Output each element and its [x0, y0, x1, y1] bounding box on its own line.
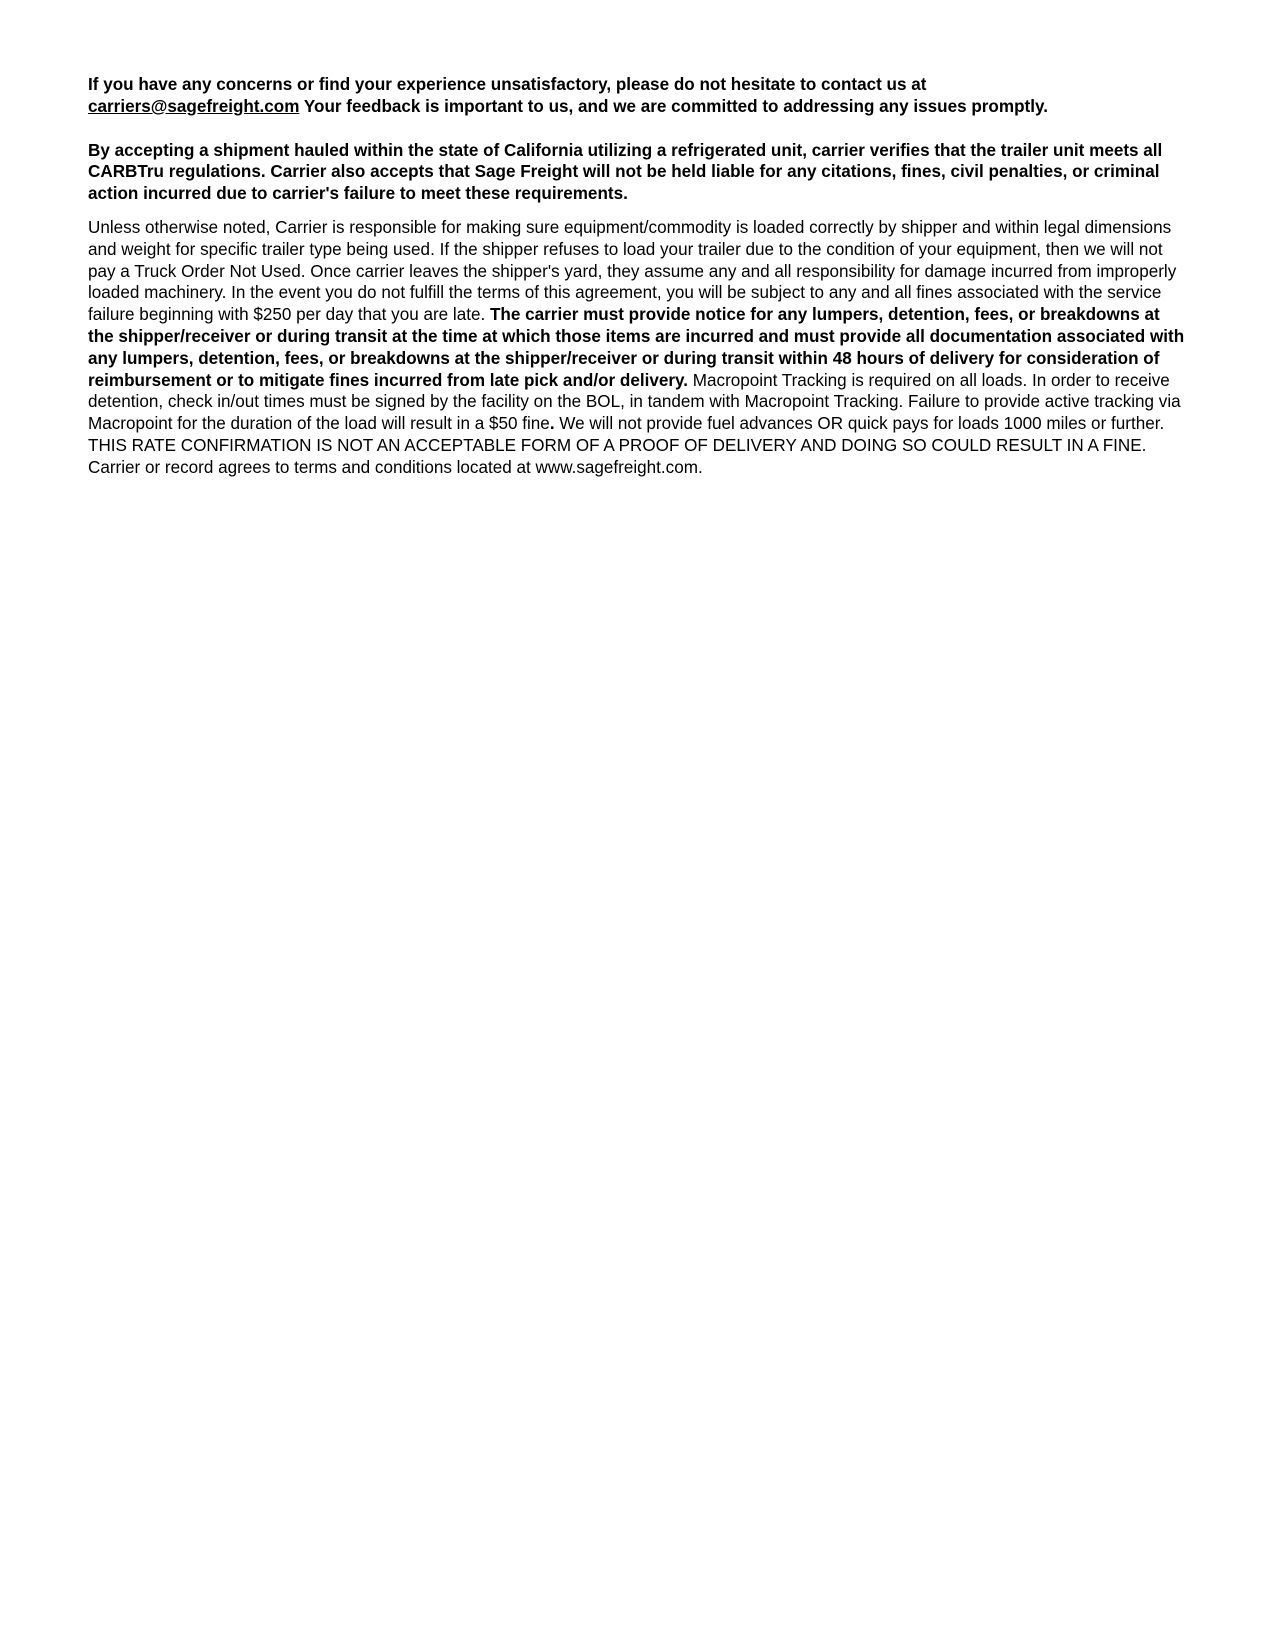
terms-advances-text: We will not provide fuel advances OR quick pays for loads 1000 miles or further. THIS RATE CONFIRMATION IS NOT AN ACCEPTABLE FORM OF A PROOF OF DELIVERY AND DOING SO COULD RESULT IN A FINE. Carrier or record agrees to terms and conditions located at www.sagefreight.com. [88, 414, 1165, 477]
terms-loading-responsibility-text: Unless otherwise noted, Carrier is responsible for making sure equipment/commodity is loaded correctly by shipper and within legal dimensions and weight for specific trailer type being used. If the shipper refuses to load your trailer due to the condition of your equipment, then we will not pay a Truck Order Not Used. Once carrier leaves the shipper's yard, they assume any and all responsibility for damage incurred from improperly loaded machinery. In the event you do not fulfill the terms of this agreement, you will be subject to any and all fines associated with the service failure beginning with $250 per day that you are late. [88, 217, 1177, 325]
feedback-intro-text: If you have any concerns or find your experience unsatisfactory, please do not hesitate to contact us at [88, 75, 927, 94]
terms-bold-period: . [549, 414, 555, 434]
feedback-paragraph [88, 74, 1188, 118]
document-page [88, 74, 1188, 479]
terms-tracking-text: Macropoint Tracking is required on all loads. In order to receive detention, check in/out times must be signed by the facility on the BOL, in tandem with Macropoint Tracking. Failure to provide active tracking via Macropoint for the duration of the load will result in a $50 fine [88, 370, 1181, 434]
carb-compliance-paragraph: By accepting a shipment hauled within the state of California utilizing a refrigerated unit, carrier verifies that the trailer unit meets all CARBTru regulations. Carrier also accepts that Sage Freight will not be held liable for any citations, fines, civil penalties, or criminal action incurred due to carrier's failure to meet these requirements. [88, 140, 1163, 204]
feedback-closing-text: Your feedback is important to us, and we are committed to addressing any issues promptly. [299, 96, 1048, 116]
terms-paragraph [88, 217, 1188, 479]
contact-email-link[interactable]: carriers@sagefreight.com [88, 96, 300, 116]
terms-notice-requirement-text: The carrier must provide notice for any lumpers, detention, fees, or breakdowns at the shipper/receiver or during transit at the time at which those items are incurred and must provide all documentation associated with any lumpers, detention, fees, or breakdowns at the shipper/receiver or during transit within 48 hours of delivery for consideration of reimbursement or to mitigate fines incurred from late pick and/or delivery. [88, 305, 1185, 390]
